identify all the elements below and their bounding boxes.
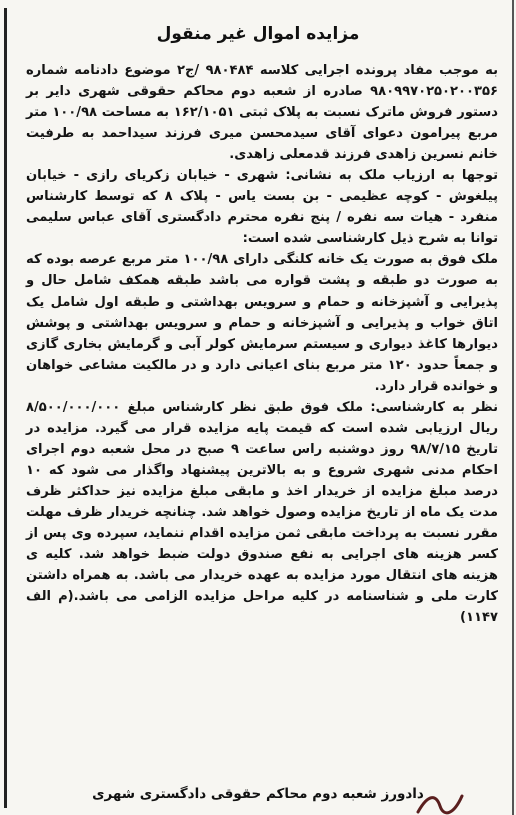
paragraph-auction-terms: نظر به کارشناسی: ملک فوق طبق نظر کارشناس مبلغ ۸/۵۰۰/۰۰۰/۰۰۰ ریال ارزیابی شده است که قیمت پایه مزایده قرار می گیرد. مزایده در تاریخ ۹۸/۷/۱۵ روز دوشنبه راس ساعت ۹ صبح در محل شعبه دوم اجرای احکام مدنی شهری شروع و به بالاترین پیشنهاد واگذار می شود که ۱۰ درصد مبلغ مزایده از خریدار اخذ و مابقی مبلغ مزایده نیز حداکثر ظرف مدت یک ماه از تاریخ مزایده وصول خواهد شد. چنانچه خریدار ظرف مهلت مقرر نسبت به پرداخت مابقی ثمن مزایده اقدام ننماید، سپرده وی پس از کسر هزینه های اجرایی به نفع صندوق دولت ضبط خواهد شد. کلیه ی هزینه های انتقال مورد مزایده به عهده خریدار می باشد. به همراه داشتن کارت ملی و شناسنامه در کلیه مراحل مزایده الزامی می باشد.(م الف ۱۱۴۷)	[26, 399, 498, 626]
notice-body	[26, 60, 498, 628]
left-border-line	[4, 8, 7, 808]
paragraph-property-description: ملک فوق به صورت یک خانه کلنگی دارای ۱۰۰/۹۸ متر مربع عرصه بوده که به صورت دو طبقه و پشت قواره می باشد طبقه همکف شامل حال و پذیرایی و آشپزخانه و حمام و سرویس بهداشتی و طبقه اول شامل یک اتاق خواب و پذیرایی و آشپزخانه و حمام و سرویس بهداشتی و پوشش دیوارها کاغذ دیواری و سیستم سرمایش کولر آبی و گرمایش بخاری گازی و جمعاً حدود ۱۲۰ متر مربع بنای اعیانی دارد و در مالکیت مشاعی خواهان و خوانده قرار دارد.	[26, 252, 498, 394]
paragraph-property-address: توجها به ارزیاب ملک به نشانی: شهری - خیابان زکریای رازی - خیابان پیلغوش - کوچه عظیمی - بن بست یاس - پلاک ۸ که توسط کارشناس منفرد - هیات سه نفره / پنج نفره محترم دادگستری آقای عباس سلیمی توانا به شرح ذیل کارشناسی شده است:	[26, 168, 498, 247]
signature-line: دادورز شعبه دوم محاکم حقوقی دادگستری شهری	[92, 786, 424, 802]
right-border-line	[512, 0, 514, 815]
notice-title: مزایده اموال غیر منقول	[156, 24, 360, 44]
handwritten-mark	[410, 790, 470, 815]
paragraph-case-details: به موجب مفاد پرونده اجرایی کلاسه ۹۸۰۴۸۴ /ج۲ موضوع دادنامه شماره ۹۸۰۹۹۷۰۲۵۰۲۰۰۳۵۶ صادره از شعبه دوم محاکم حقوقی شهری دایر بر دستور فروش ماترک نسبت به پلاک ثبتی ۱۶۲/۱۰۵۱ به مساحت ۱۰۰/۹۸ متر مربع پیرامون دعوای آقای سیدمحسن میری فرزند سیداحمد به طرفیت خانم نسرین زاهدی فرزند قدمعلی زاهدی.	[26, 63, 498, 163]
